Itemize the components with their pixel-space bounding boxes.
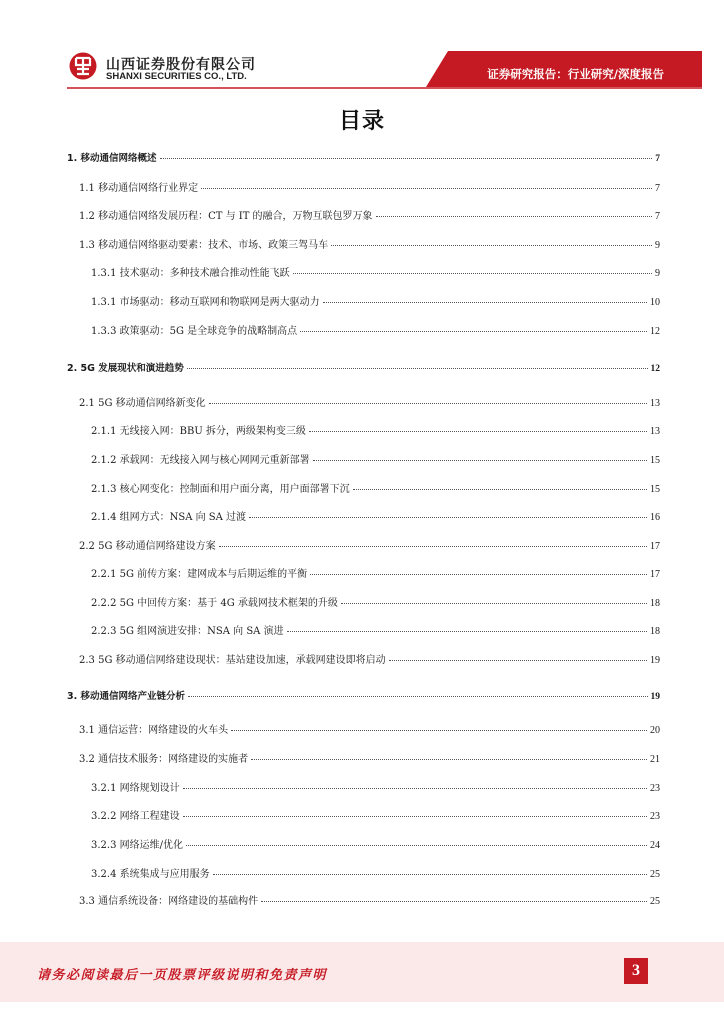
toc-entry[interactable] xyxy=(79,180,660,196)
toc-entry[interactable] xyxy=(91,780,660,796)
toc-entry-page: 9 xyxy=(655,240,660,251)
toc-entry-title: 1.3.1 技术驱动：多种技术融合推动性能飞跃 xyxy=(91,268,290,279)
toc-leader-dots xyxy=(209,393,647,404)
toc-entry[interactable] xyxy=(91,481,660,497)
toc-entry-title: 2.2 5G 移动通信网络建设方案 xyxy=(79,541,216,552)
toc-leader-dots xyxy=(261,891,647,902)
toc-entry[interactable] xyxy=(67,360,660,376)
toc-entry-page: 25 xyxy=(650,869,660,880)
toc-entry-title: 3. 移动通信网络产业链分析 xyxy=(67,691,186,702)
shanxi-securities-logo-icon xyxy=(68,51,98,81)
toc-entry[interactable] xyxy=(91,265,660,281)
toc-entry[interactable] xyxy=(91,595,660,611)
toc-entry-page: 19 xyxy=(650,692,660,702)
toc-entry-title: 2.1.3 核心网变化：控制面和用户面分离，用户面部署下沉 xyxy=(91,484,350,495)
toc-entry-page: 17 xyxy=(650,569,660,580)
toc-leader-dots xyxy=(389,650,647,661)
toc-entry-title: 1.1 移动通信网络行业界定 xyxy=(79,183,199,194)
toc-entry-title: 2.2.2 5G 中回传方案：基于 4G 承载网技术框架的升级 xyxy=(91,598,338,609)
toc-entry-page: 25 xyxy=(650,896,660,907)
toc-leader-dots xyxy=(183,778,647,789)
toc-leader-dots xyxy=(183,806,647,817)
page-header xyxy=(0,0,724,100)
toc-entry[interactable] xyxy=(67,150,660,166)
toc-entry[interactable] xyxy=(91,452,660,468)
toc-entry-title: 2.1.2 承载网：无线接入网与核心网网元重新部署 xyxy=(91,455,310,466)
toc-entry[interactable] xyxy=(91,294,660,310)
toc-entry[interactable] xyxy=(91,566,660,582)
toc-entry-page: 19 xyxy=(650,655,660,666)
toc-entry-title: 2.1 5G 移动通信网络新变化 xyxy=(79,398,206,409)
toc-entry-title: 2. 5G 发展现状和演进趋势 xyxy=(67,363,184,374)
toc-leader-dots xyxy=(231,720,647,731)
page-title: 目录 xyxy=(338,109,385,134)
toc-entry-title: 3.2.3 网络运维/优化 xyxy=(91,840,183,851)
toc-entry-title: 1.3.1 市场驱动：移动互联网和物联网是两大驱动力 xyxy=(91,297,320,308)
toc-entry-page: 7 xyxy=(655,154,660,164)
toc-entry[interactable] xyxy=(79,893,660,909)
toc-entry-page: 15 xyxy=(650,455,660,466)
toc-entry[interactable] xyxy=(79,652,660,668)
toc-entry-title: 2.2.1 5G 前传方案：建网成本与后期运维的平衡 xyxy=(91,569,308,580)
toc-leader-dots xyxy=(313,450,647,461)
toc-leader-dots xyxy=(249,507,647,518)
toc-entry[interactable] xyxy=(79,722,660,738)
toc-entry-page: 18 xyxy=(650,598,660,609)
toc-entry-page: 9 xyxy=(655,268,660,279)
toc-entry-title: 2.2.3 5G 组网演进安排：NSA 向 SA 演进 xyxy=(91,626,284,637)
company-name-en: SHANXI SECURITIES CO., LTD. xyxy=(106,71,247,82)
page-number: 3 xyxy=(624,958,648,984)
toc-entry[interactable] xyxy=(79,538,660,554)
toc-entry[interactable] xyxy=(67,688,660,704)
toc-entry[interactable] xyxy=(91,623,660,639)
toc-entry-page: 24 xyxy=(650,840,660,851)
toc-entry-page: 13 xyxy=(650,398,660,409)
toc-entry-page: 21 xyxy=(650,754,660,765)
toc-entry[interactable] xyxy=(91,323,660,339)
header-red-band xyxy=(0,0,724,100)
toc-leader-dots xyxy=(213,864,647,875)
toc-entry-title: 3.3 通信系统设备：网络建设的基础构件 xyxy=(79,896,259,907)
toc-entry-page: 17 xyxy=(650,541,660,552)
toc-leader-dots xyxy=(376,206,652,217)
toc-entry-title: 3.2.1 网络规划设计 xyxy=(91,783,180,794)
toc-entry-title: 1.2 移动通信网络发展历程：CT 与 IT 的融合，万物互联包罗万象 xyxy=(79,211,373,222)
toc-entry-title: 2.1.1 无线接入网：BBU 拆分，两级架构变三级 xyxy=(91,426,306,437)
toc-entry-page: 18 xyxy=(650,626,660,637)
toc-entry-title: 1. 移动通信网络概述 xyxy=(67,153,157,164)
toc-entry-page: 23 xyxy=(650,811,660,822)
toc-leader-dots xyxy=(287,621,647,632)
toc-entry-title: 3.2 通信技术服务：网络建设的实施者 xyxy=(79,754,249,765)
toc-entry-page: 10 xyxy=(650,297,660,308)
toc-leader-dots xyxy=(251,749,647,760)
toc-leader-dots xyxy=(187,358,648,369)
toc-leader-dots xyxy=(186,835,647,846)
toc-entry-title: 2.3 5G 移动通信网络建设现状：基站建设加速，承载网建设即将启动 xyxy=(79,655,386,666)
toc-entry[interactable] xyxy=(91,808,660,824)
toc-entry-page: 23 xyxy=(650,783,660,794)
toc-entry[interactable] xyxy=(91,866,660,882)
toc-entry-title: 1.3 移动通信网络驱动要素：技术、市场、政策三驾马车 xyxy=(79,240,329,251)
toc-leader-dots xyxy=(310,564,647,575)
toc-leader-dots xyxy=(160,148,653,159)
toc-entry-page: 13 xyxy=(650,426,660,437)
toc-entry-title: 3.2.2 网络工程建设 xyxy=(91,811,180,822)
toc-entry[interactable] xyxy=(91,509,660,525)
toc-leader-dots xyxy=(201,178,652,189)
toc-entry[interactable] xyxy=(79,208,660,224)
toc-entry[interactable] xyxy=(79,395,660,411)
report-type-label: 证券研究报告：行业研究/深度报告 xyxy=(487,67,664,81)
toc-leader-dots xyxy=(188,686,647,697)
toc-entry[interactable] xyxy=(91,837,660,853)
toc-entry-page: 15 xyxy=(650,484,660,495)
toc-entry-page: 20 xyxy=(650,725,660,736)
disclaimer-notice: 请务必阅读最后一页股票评级说明和免责声明 xyxy=(37,968,328,983)
toc-leader-dots xyxy=(341,593,647,604)
toc-entry-page: 16 xyxy=(650,512,660,523)
toc-entry-page: 12 xyxy=(650,364,660,374)
toc-entry-page: 12 xyxy=(650,326,660,337)
toc-entry-title: 1.3.3 政策驱动：5G 是全球竞争的战略制高点 xyxy=(91,326,298,337)
toc-entry-page: 7 xyxy=(655,183,660,194)
toc-leader-dots xyxy=(331,235,652,246)
toc-leader-dots xyxy=(309,421,647,432)
toc-leader-dots xyxy=(300,321,647,332)
toc-entry[interactable] xyxy=(91,423,660,439)
toc-entry[interactable] xyxy=(79,237,660,253)
company-name-cn: 山西证券股份有限公司 xyxy=(106,57,256,73)
toc-leader-dots xyxy=(293,263,652,274)
toc-entry[interactable] xyxy=(79,751,660,767)
toc-entry-page: 7 xyxy=(655,211,660,222)
toc-entry-title: 2.1.4 组网方式：NSA 向 SA 过渡 xyxy=(91,512,247,523)
toc-entry-title: 3.1 通信运营：网络建设的火车头 xyxy=(79,725,229,736)
toc-leader-dots xyxy=(353,479,647,490)
toc-leader-dots xyxy=(323,292,647,303)
toc-entry-title: 3.2.4 系统集成与应用服务 xyxy=(91,869,210,880)
toc-leader-dots xyxy=(219,536,647,547)
